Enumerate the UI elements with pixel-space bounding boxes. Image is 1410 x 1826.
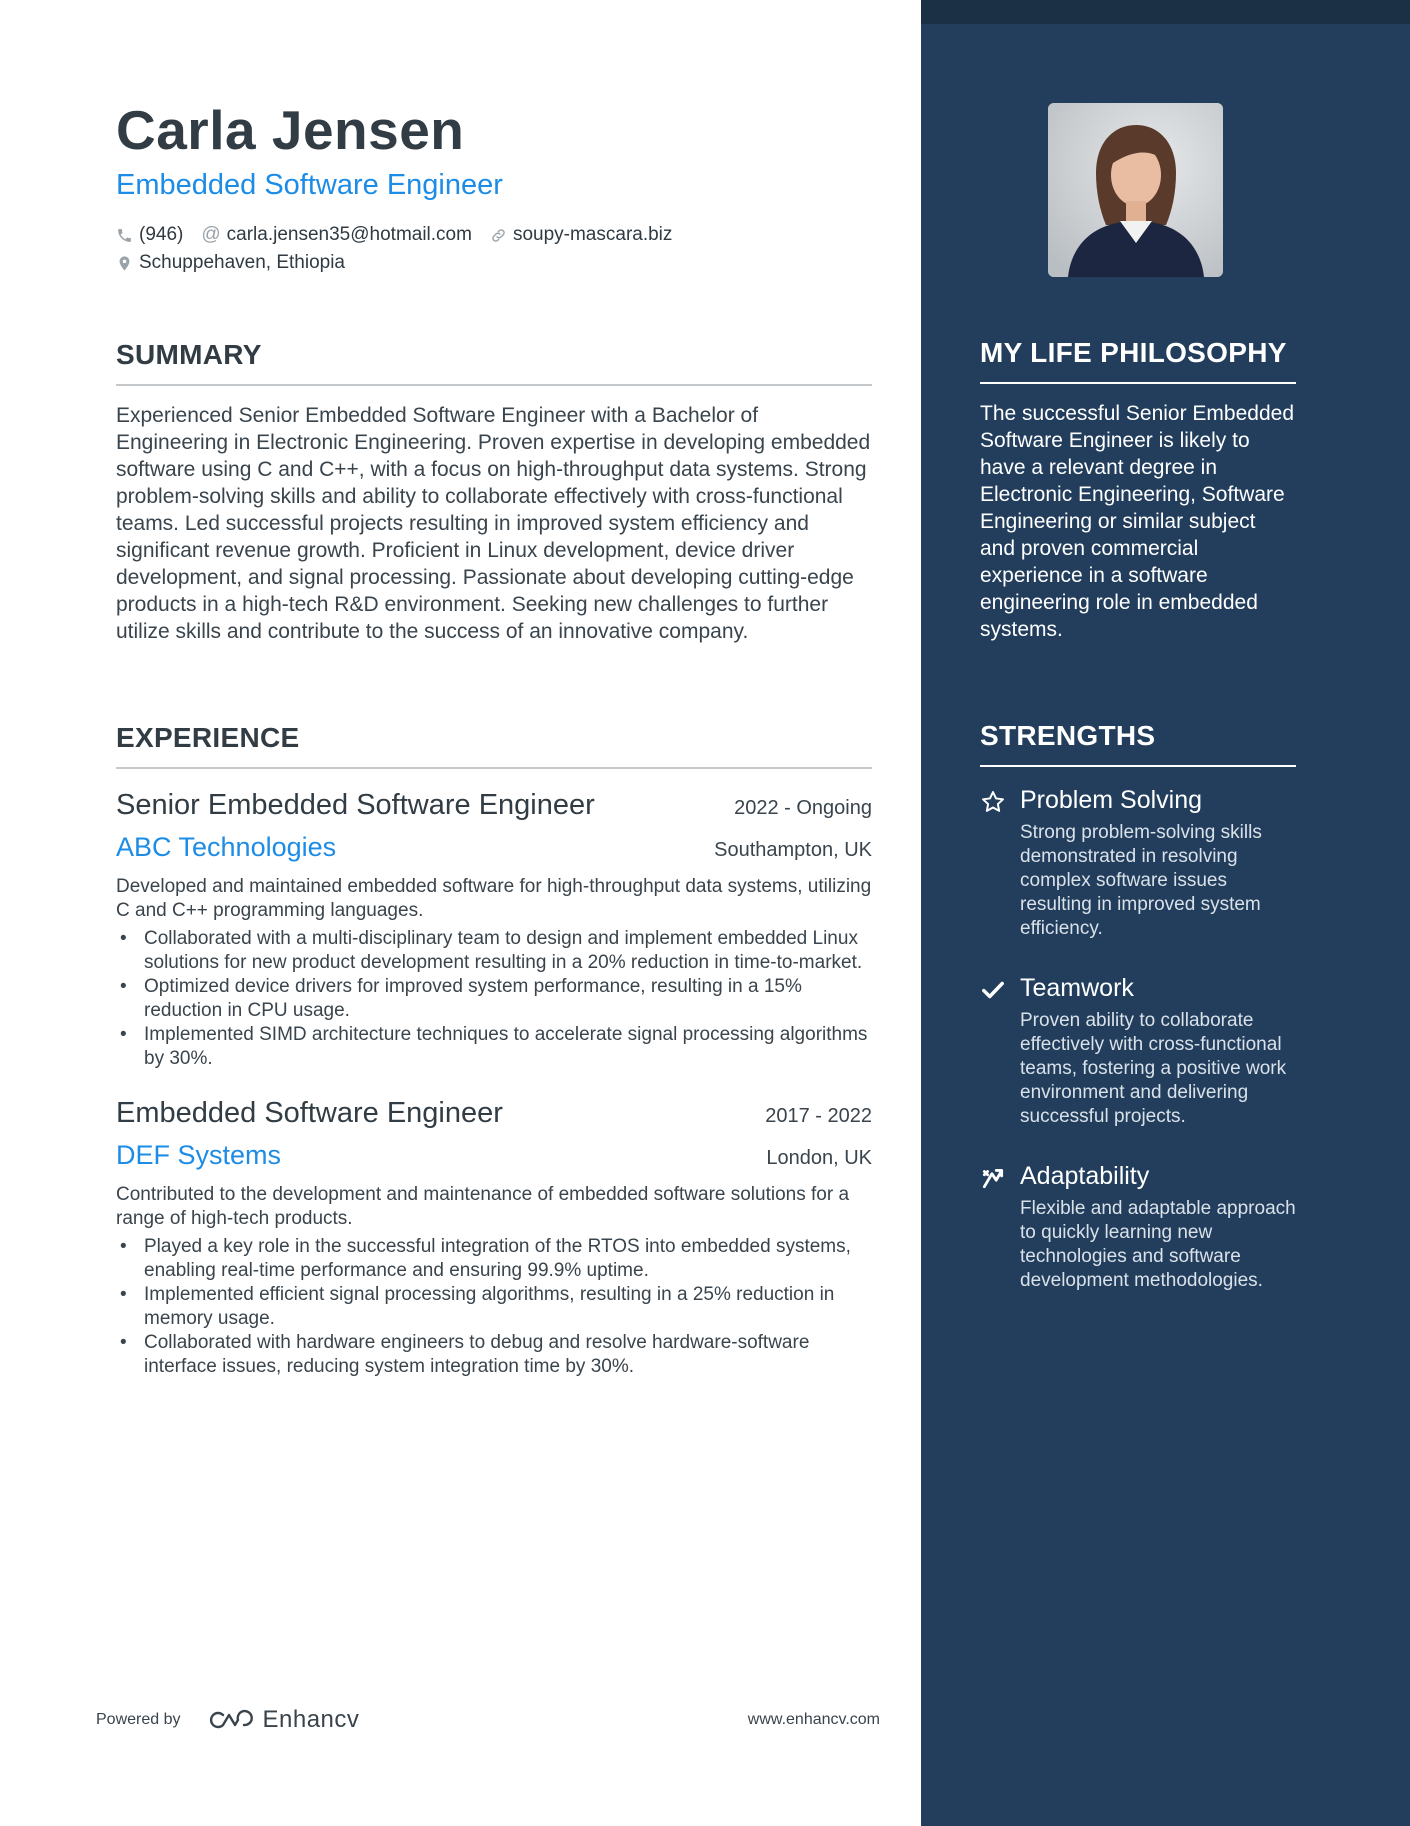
location-pin-icon — [116, 255, 133, 272]
sidebar — [921, 0, 1410, 1826]
strength-description: Proven ability to collaborate effectively with cross-functional teams, fostering a positive work environment and delivering successful projects. — [1020, 1010, 1287, 1127]
summary-text: Experienced Senior Embedded Software Engineer with a Bachelor of Engineering in Electronic Engineering. Proven expertise in developing embedded software using C and C++, with a focus on high-throughput data systems. Strong problem-solving skills and ability to collaborate effectively with cross-functional teams. Led successful projects resulting in improved system efficiency and significant revenue growth. Proficient in Linux development, device driver development, and signal processing. Passionate about developing cutting-edge products in a high-tech R&D environment. Seeking new challenges to further utilize skills and contribute to the success of an innovative company. — [116, 404, 871, 643]
job-bullet: • Implemented efficient signal processing algorithms, resulting in a 25% reduction in memory usage. — [116, 1283, 872, 1331]
strengths-section — [980, 716, 1296, 1323]
strengths-heading: STRENGTHS — [980, 720, 1156, 751]
job-bullet: • Collaborated with hardware engineers to debug and resolve hardware-software interface issues, reducing system integration time by 30%. — [116, 1331, 872, 1379]
phone-text: (946) — [139, 224, 184, 245]
footer — [96, 1706, 880, 1734]
section-divider — [116, 384, 872, 386]
job-description: Developed and maintained embedded software for high-throughput data systems, utilizing C and C++ programming languages. — [116, 876, 872, 921]
job-bullet: • Optimized device drivers for improved system performance, resulting in a 15% reduction in CPU usage. — [116, 975, 872, 1023]
candidate-title: Embedded Software Engineer — [116, 169, 503, 201]
location-text: Schuppehaven, Ethiopia — [139, 252, 345, 273]
job-dates: 2022 - Ongoing — [734, 797, 872, 819]
philosophy-section — [980, 333, 1296, 643]
profile-photo — [1048, 103, 1223, 277]
strength-name: Teamwork — [1020, 974, 1134, 1002]
sidebar-top-band — [921, 0, 1410, 24]
strength-name: Adaptability — [1020, 1162, 1150, 1190]
job-bullet: • Collaborated with a multi-disciplinary team to design and implement embedded Linux solutions for new product development resulting in a 20% reduction in time-to-market. — [116, 927, 872, 975]
website-text: soupy-mascara.biz — [512, 224, 673, 245]
phone-icon — [116, 227, 133, 244]
job-role: Embedded Software Engineer — [116, 1097, 503, 1129]
portrait-image — [1048, 103, 1223, 277]
contact-info — [116, 221, 872, 277]
strength-item — [980, 1159, 1296, 1293]
at-icon: @ — [201, 224, 221, 245]
link-icon — [490, 227, 507, 244]
enhancv-logo[interactable] — [207, 1706, 360, 1734]
strength-item — [980, 783, 1296, 941]
job-entry — [116, 1093, 872, 1379]
job-bullet: • Played a key role in the successful integration of the RTOS into embedded systems, enabling real-time performance and ensuring 99.9% uptime. — [116, 1235, 872, 1283]
email-contact[interactable] — [201, 221, 472, 249]
job-company: DEF Systems — [116, 1140, 282, 1170]
main-column — [116, 95, 872, 1377]
section-divider — [116, 767, 872, 769]
check-icon — [980, 977, 1006, 1003]
experience-section — [116, 718, 872, 1401]
job-role: Senior Embedded Software Engineer — [116, 789, 595, 821]
brand-name: Enhancv — [262, 1706, 360, 1733]
job-bullet: • Implemented SIMD architecture techniques to accelerate signal processing algorithms by 30%. — [116, 1023, 872, 1071]
job-dates: 2017 - 2022 — [765, 1105, 872, 1127]
star-icon — [980, 789, 1006, 815]
section-divider — [980, 765, 1296, 767]
website-contact[interactable] — [490, 221, 672, 249]
strength-item — [980, 971, 1296, 1129]
enhancv-logo-icon — [207, 1708, 253, 1732]
philosophy-text: The successful Senior Embedded Software Engineer is likely to have a relevant degree in Electronic Engineering, Software Engineering or similar subject and proven commercial experience in a software engineering role in embedded systems. — [980, 402, 1295, 641]
summary-section — [116, 335, 872, 645]
job-description: Contributed to the development and maintenance of embedded software solutions for a range of high-tech products. — [116, 1184, 850, 1229]
summary-heading: SUMMARY — [116, 339, 262, 370]
job-entry — [116, 785, 872, 1071]
strength-name: Problem Solving — [1020, 786, 1203, 814]
email-text: carla.jensen35@hotmail.com — [226, 224, 472, 245]
powered-by-label: Powered by — [96, 1711, 181, 1728]
experience-heading: EXPERIENCE — [116, 722, 300, 753]
phone-contact[interactable] — [116, 221, 183, 249]
job-location: Southampton, UK — [714, 839, 872, 861]
footer-website-link[interactable]: www.enhancv.com — [747, 1711, 880, 1728]
philosophy-heading: MY LIFE PHILOSOPHY — [980, 337, 1287, 368]
job-bullets — [116, 927, 872, 1071]
job-location: London, UK — [766, 1147, 872, 1169]
strength-description: Strong problem-solving skills demonstrated in resolving complex software issues resulting in improved system efficiency. — [1020, 822, 1262, 939]
adaptability-icon — [980, 1165, 1006, 1191]
location-contact — [116, 249, 345, 277]
candidate-name: Carla Jensen — [116, 99, 465, 161]
strength-description: Flexible and adaptable approach to quickly learning new technologies and software development methodologies. — [1020, 1198, 1296, 1291]
section-divider — [980, 382, 1296, 384]
job-company: ABC Technologies — [116, 832, 337, 862]
job-bullets — [116, 1235, 872, 1379]
